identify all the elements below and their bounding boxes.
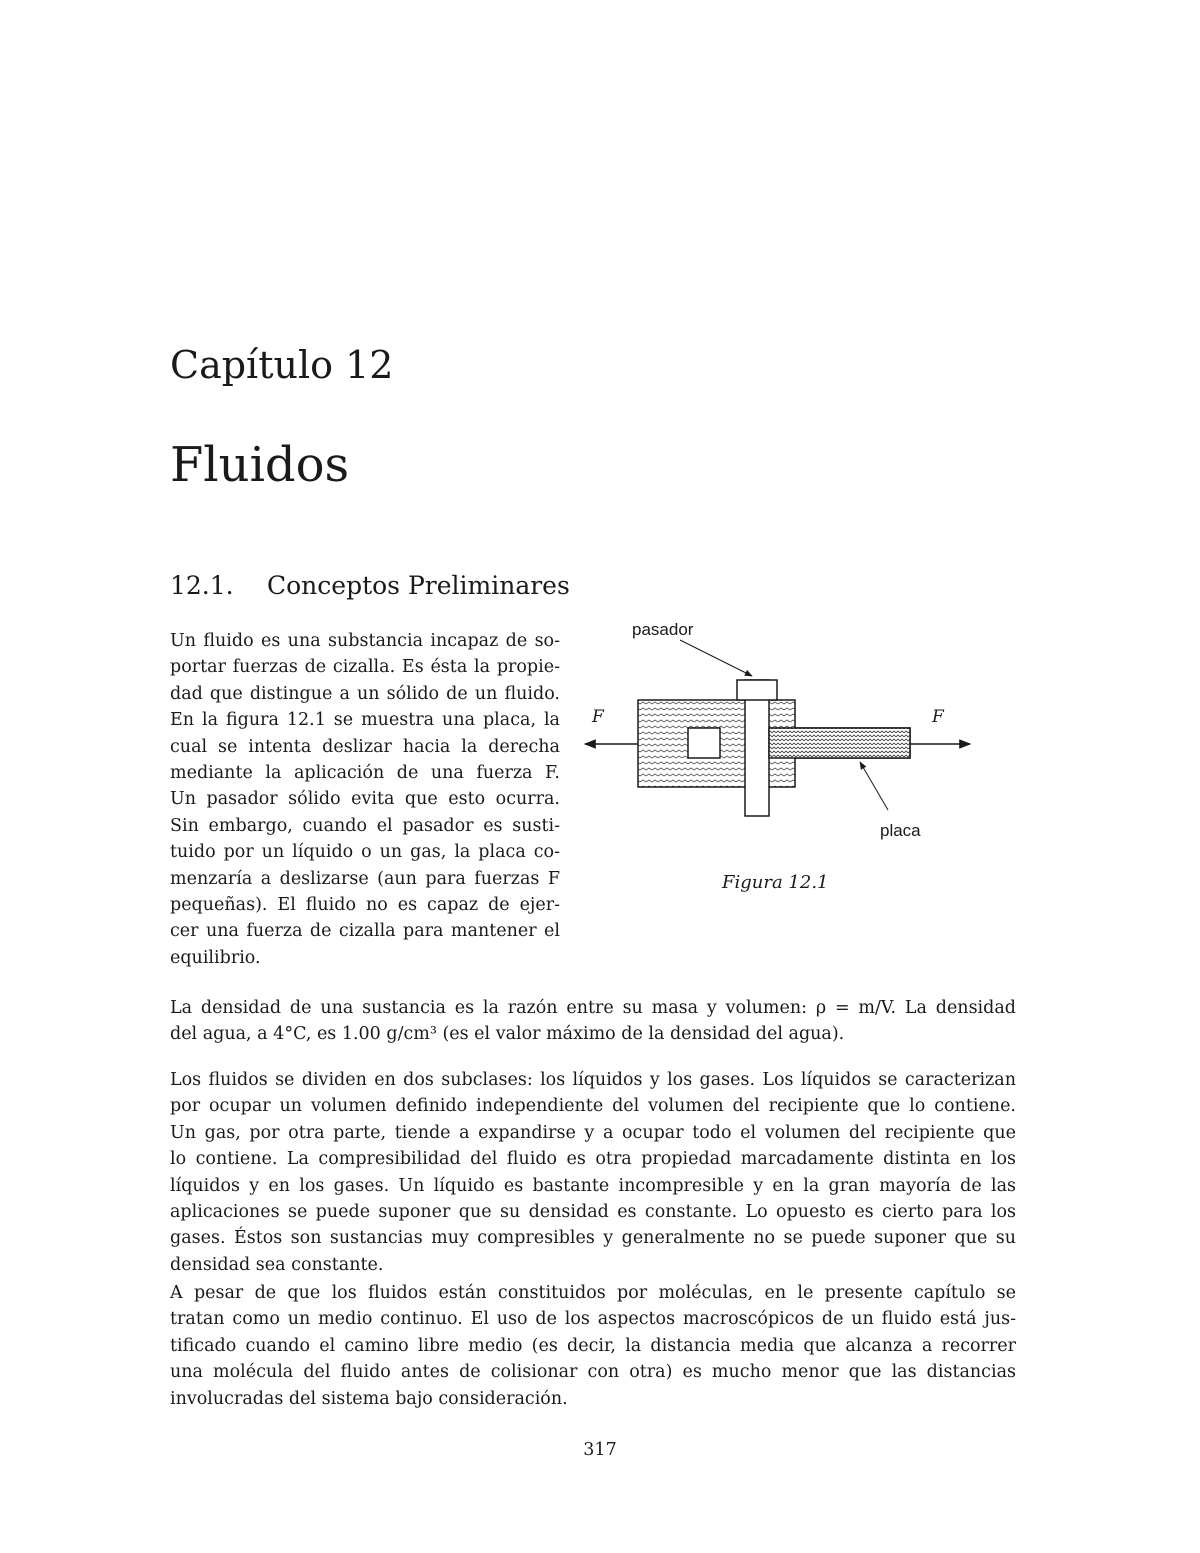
text-line: La densidad de una sustancia es la razón entre su masa y volumen: ρ = m/V. La densidad — [170, 998, 1016, 1018]
pasador-pointer — [680, 640, 752, 676]
paragraph-density — [170, 995, 1016, 1048]
text-line: densidad sea constante. — [170, 1254, 384, 1275]
paragraph-continuum — [170, 1280, 1016, 1412]
figure-caption: Figura 12.1 — [722, 872, 829, 893]
text-line: por ocupar un volumen definido independiente del volumen del recipiente que lo contiene. — [170, 1096, 1016, 1117]
text-line: Sin embargo, cuando el pasador es susti- — [170, 815, 560, 836]
text-line: líquidos y en los gases. Un líquido es bastante incompresible y en la gran mayoría de las — [170, 1175, 1016, 1196]
text-line: mediante la aplicación de una fuerza F. — [170, 763, 560, 784]
page-number: 317 — [583, 1440, 617, 1460]
text-line: Los fluidos se dividen en dos subclases: los líquidos y los gases. Los líquidos se caracterizan — [170, 1070, 1016, 1090]
text-line: tuido por un líquido o un gas, la placa co- — [170, 842, 560, 863]
chapter-label: Capítulo 12 — [170, 343, 394, 387]
placa-pointer — [860, 762, 888, 810]
text-line: gases. Éstos son sustancias muy compresibles y generalmente no se puede suponer que su — [170, 1228, 1016, 1249]
text-line: pequeñas). El fluido no es capaz de ejer- — [170, 895, 560, 916]
figure-12-1-diagram — [580, 610, 980, 840]
paragraph-subclasses — [170, 1067, 1016, 1278]
text-line: cer una fuerza de cizalla para mantener el — [170, 921, 560, 942]
label-pasador: pasador — [632, 620, 694, 639]
text-line: tratan como un medio continuo. El uso de los aspectos macroscópicos de un fluido está jus- — [170, 1309, 1016, 1330]
text-line: tificado cuando el camino libre medio (es decir, la distancia media que alcanza a recorrer — [170, 1335, 1016, 1356]
text-line: A pesar de que los fluidos están constituidos por moléculas, en le presente capítulo se — [170, 1283, 1016, 1303]
text-line: equilibrio. — [170, 947, 261, 968]
chapter-title: Fluidos — [170, 437, 350, 493]
text-line: involucradas del sistema bajo consideración. — [170, 1388, 568, 1409]
text-line: aplicaciones se puede suponer que su densidad es constante. Lo opuesto es cierto para los — [170, 1202, 1016, 1223]
label-force-left: F — [592, 707, 604, 727]
text-line: del agua, a 4°C, es 1.00 g/cm³ (es el valor máximo de la densidad del agua). — [170, 1024, 845, 1045]
section-heading — [170, 566, 570, 606]
plate-overlap — [769, 728, 910, 758]
text-line: lo contiene. La compresibilidad del fluido es otra propiedad marcadamente distinta en los — [170, 1149, 1016, 1170]
text-line: una molécula del fluido antes de colisionar con otra) es mucho menor que las distancias — [170, 1362, 1016, 1383]
section-number: 12.1. — [170, 571, 234, 600]
text-line: Un pasador sólido evita que esto ocurra. — [170, 789, 560, 810]
label-force-right: F — [932, 707, 944, 727]
text-line: menzaría a deslizarse (aun para fuerzas F — [170, 868, 560, 889]
section-title: Conceptos Preliminares — [267, 571, 570, 600]
text-line: En la figura 12.1 se muestra una placa, la — [170, 710, 560, 731]
text-line: cual se intenta deslizar hacia la derecha — [170, 736, 560, 757]
text-line: Un gas, por otra parte, tiende a expandirse y a ocupar todo el volumen del recipiente que — [170, 1122, 1016, 1143]
label-placa: placa — [880, 821, 921, 840]
text-line: dad que distingue a un sólido de un fluido. — [170, 683, 560, 704]
pin-head — [737, 680, 777, 700]
paragraph-intro — [170, 628, 560, 971]
inner-gap — [688, 728, 720, 758]
text-line: Un fluido es una substancia incapaz de so- — [170, 631, 560, 651]
text-line: portar fuerzas de cizalla. Es ésta la propie- — [170, 657, 560, 678]
